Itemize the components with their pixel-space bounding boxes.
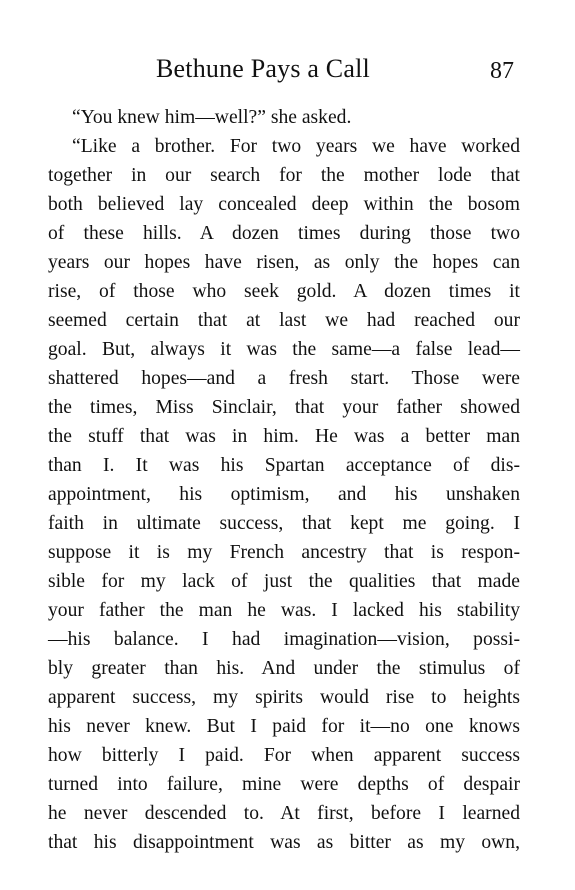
text-line: goal. But, always it was the same—a false lead— (48, 339, 520, 360)
text-line: the times, Miss Sinclair, that your father showed (48, 397, 520, 418)
text-line: shattered hopes—and a fresh start. Those were (48, 368, 520, 389)
text-line: rise, of those who seek gold. A dozen times it (48, 281, 520, 302)
text-line: sible for my lack of just the qualities that made (48, 571, 520, 592)
text-line: suppose it is my French ancestry that is respon- (48, 542, 520, 563)
text-line: he never descended to. At first, before I learned (48, 803, 520, 824)
body-text (48, 103, 520, 857)
text-line: of these hills. A dozen times during those two (48, 223, 520, 244)
text-line: —his balance. I had imagination—vision, possi- (48, 629, 520, 650)
text-line: his never knew. But I paid for it—no one knows (48, 716, 520, 737)
text-line: how bitterly I paid. For when apparent success (48, 745, 520, 766)
text-line: “You knew him—well?” she asked. (72, 107, 352, 128)
running-head (0, 52, 575, 88)
text-line: turned into failure, mine were depths of despair (48, 774, 520, 795)
text-line: than I. It was his Spartan acceptance of dis- (48, 455, 520, 476)
text-line: the stuff that was in him. He was a better man (48, 426, 520, 447)
text-line: apparent success, my spirits would rise to heights (48, 687, 520, 708)
text-line: together in our search for the mother lode that (48, 165, 520, 186)
text-line: that his disappointment was as bitter as my own, (48, 832, 520, 853)
text-line: seemed certain that at last we had reached our (48, 310, 520, 331)
text-line: “Like a brother. For two years we have worked (72, 136, 520, 157)
text-line: years our hopes have risen, as only the hopes can (48, 252, 520, 273)
text-line: bly greater than his. And under the stimulus of (48, 658, 520, 679)
text-line: appointment, his optimism, and his unshaken (48, 484, 520, 505)
text-line: faith in ultimate success, that kept me going. I (48, 513, 520, 534)
chapter-title: Bethune Pays a Call (156, 54, 370, 83)
page-number: 87 (490, 58, 514, 84)
text-line: your father the man he was. I lacked his stability (48, 600, 520, 621)
text-line: both believed lay concealed deep within the bosom (48, 194, 520, 215)
